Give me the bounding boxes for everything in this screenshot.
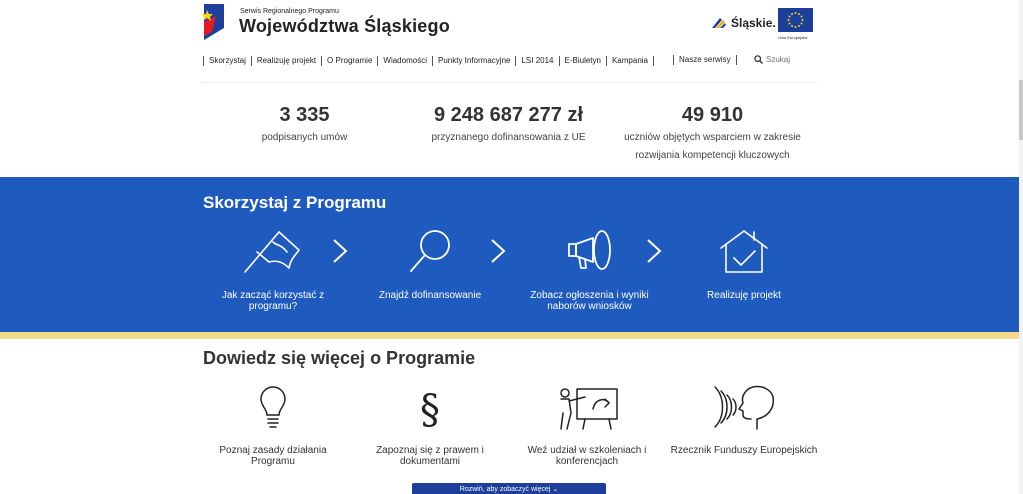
- feature-label: Zobacz ogłoszenia i wyniki naborów wniosków: [530, 290, 649, 312]
- flag-icon: [243, 228, 303, 274]
- page-scrollbar[interactable]: [1019, 0, 1023, 494]
- stat-students: [620, 104, 805, 165]
- nav-item-punkty-informacyjne[interactable]: Punkty Informacyjne: [433, 56, 516, 66]
- learn-program-rules[interactable]: [208, 385, 338, 467]
- feature-label: Znajdź dofinansowanie: [378, 290, 482, 301]
- feature-find-funding[interactable]: [375, 228, 485, 301]
- chevron-right-icon: [646, 238, 662, 264]
- brand-subtitle: Serwis Regionalnego Programu: [240, 8, 339, 15]
- nav-item-skorzystaj[interactable]: Skorzystaj: [203, 56, 252, 66]
- scrollbar-thumb[interactable]: [1019, 80, 1023, 140]
- feature-getting-started[interactable]: [220, 228, 326, 312]
- search-box: [754, 55, 824, 64]
- our-services-link[interactable]: Nasze serwisy: [673, 55, 737, 65]
- svg-text:§: §: [420, 387, 440, 431]
- stat-value: 49 910: [681, 104, 744, 126]
- slaskie-label: Śląskie.: [731, 16, 776, 30]
- slaskie-logo[interactable]: [711, 16, 776, 30]
- program-logo-icon[interactable]: [202, 2, 226, 42]
- stat-label: podpisanych umów: [261, 132, 348, 143]
- learn-law-documents[interactable]: [365, 385, 495, 467]
- learn-label: Weź udział w szkoleniach i konferencjach: [527, 445, 647, 467]
- lightbulb-icon: [258, 385, 288, 431]
- main-navigation: [203, 55, 654, 67]
- house-check-icon: [719, 228, 769, 274]
- learn-label: Rzecznik Funduszy Europejskich: [670, 445, 818, 456]
- stat-label: uczniów objętych wsparciem w zakresie rozwijania kompetencji kluczowych: [624, 132, 801, 161]
- learn-ombudsman[interactable]: [669, 385, 819, 456]
- eu-caption: Unia Europejska: [778, 35, 808, 40]
- brand-title[interactable]: Województwa Śląskiego: [239, 16, 450, 36]
- learn-label: Zapoznaj się z prawem i dokumentami: [376, 445, 484, 467]
- statistics-section: [202, 100, 817, 170]
- stat-value: 9 248 687 277 zł: [433, 104, 583, 126]
- search-input[interactable]: [766, 55, 824, 64]
- chevron-right-icon: [332, 238, 348, 264]
- stat-label: przyznanego dofinansowania z UE: [431, 132, 586, 143]
- feature-label: Realizuję projekt: [707, 290, 781, 301]
- megaphone-icon: [567, 228, 613, 274]
- gold-divider: [0, 332, 1019, 339]
- program-band: [0, 177, 1019, 332]
- presentation-icon: [555, 385, 619, 431]
- nav-item-o-programie[interactable]: O Programie: [322, 56, 378, 66]
- learn-trainings[interactable]: [521, 385, 653, 467]
- stat-contracts: [242, 104, 367, 147]
- program-title: Skorzystaj z Programu: [203, 193, 387, 212]
- paragraph-icon: [415, 385, 445, 431]
- feature-calls-results[interactable]: [522, 228, 657, 312]
- speaking-head-icon: [711, 385, 777, 431]
- expand-more-button[interactable]: Rozwiń, aby zobaczyć więcej ⌄: [412, 483, 606, 494]
- eu-flag-icon[interactable]: [778, 8, 813, 32]
- header-divider: [202, 82, 817, 83]
- nav-item-realizuje-projekt[interactable]: Realizuję projekt: [252, 56, 322, 66]
- site-header: [0, 0, 1023, 84]
- chevron-right-icon: [490, 238, 506, 264]
- stat-funding: [422, 104, 595, 147]
- feature-implementing-project[interactable]: [694, 228, 794, 301]
- nav-item-lsi-2014[interactable]: LSI 2014: [516, 56, 559, 66]
- feature-label: Jak zacząć korzystać z programu?: [221, 290, 325, 312]
- learn-label: Poznaj zasady działania Programu: [219, 445, 327, 467]
- slaskie-mark-icon: [711, 17, 727, 29]
- search-icon[interactable]: [754, 55, 763, 64]
- magnifier-icon: [406, 228, 454, 274]
- nav-item-e-biuletyn[interactable]: E-Biuletyn: [560, 56, 607, 66]
- nav-item-kampania[interactable]: Kampania: [607, 56, 654, 66]
- learn-more-title: Dowiedz się więcej o Programie: [203, 348, 476, 368]
- nav-item-wiadomosci[interactable]: Wiadomości: [378, 56, 433, 66]
- stat-value: 3 335: [279, 104, 330, 126]
